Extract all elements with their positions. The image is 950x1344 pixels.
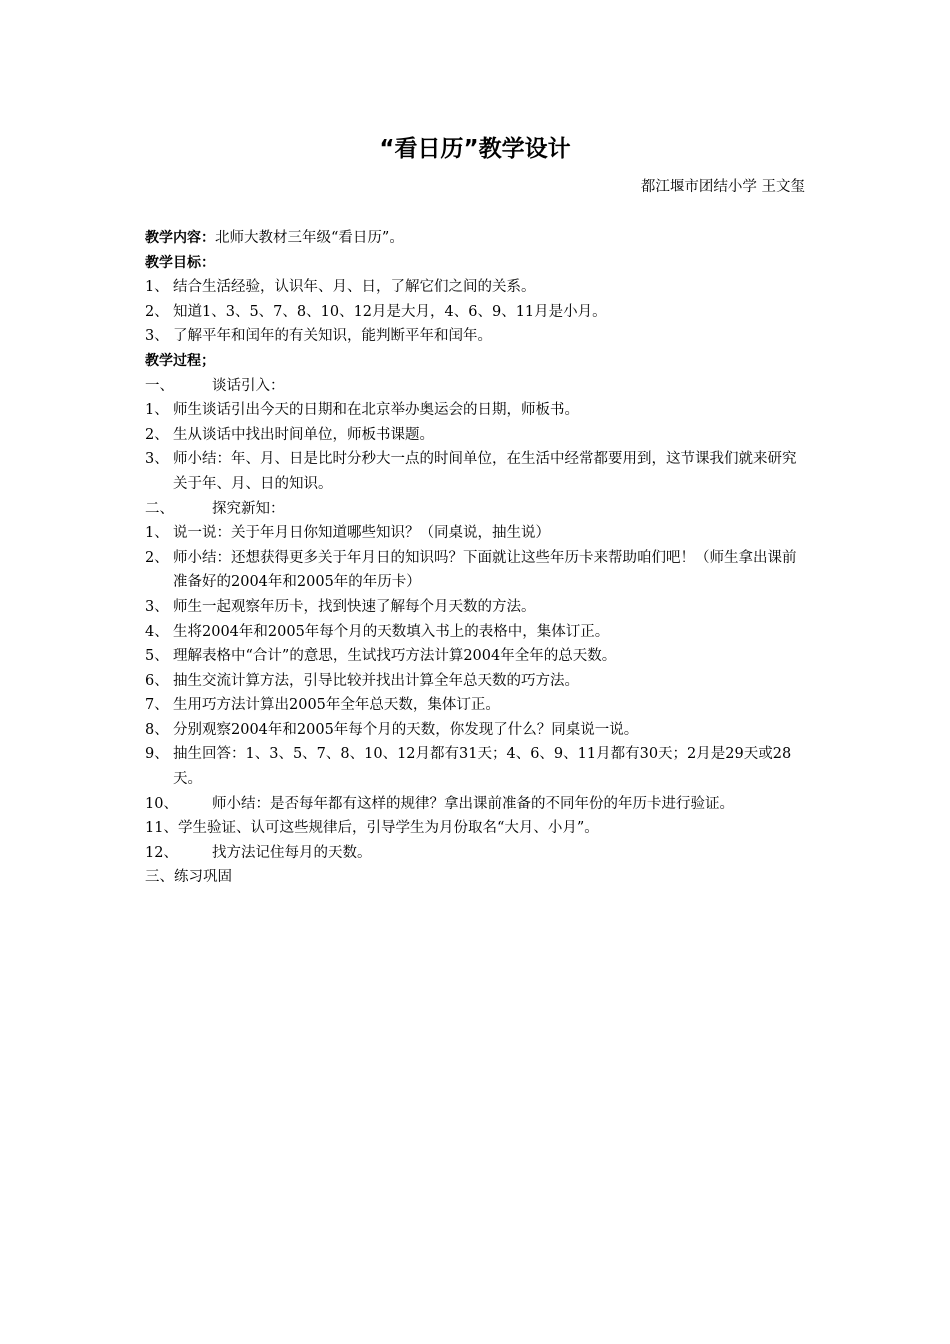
- item-text: 分别观察2004年和2005年每个月的天数，你发现了什么？同桌说一说。: [173, 721, 639, 738]
- process-item: [145, 546, 807, 595]
- item-number: 12、: [145, 844, 178, 861]
- item-text: 理解表格中“合计”的意思，生试找巧方法计算2004年全年的总天数。: [173, 648, 617, 665]
- goals-label-line: [145, 251, 807, 276]
- item-text: 生用巧方法计算出2005年全年总天数，集体订正。: [173, 697, 500, 714]
- item-number: 11、: [145, 820, 178, 837]
- goal-number: 2、: [145, 303, 169, 320]
- item-number: 1、: [145, 402, 169, 419]
- item-text: 找方法记住每月的天数。: [212, 844, 372, 861]
- goal-item: [145, 275, 807, 300]
- item-number: 3、: [145, 598, 169, 615]
- item-number: 7、: [145, 697, 169, 714]
- process-item: [145, 521, 807, 546]
- process-item: [145, 718, 807, 743]
- process-item: [145, 595, 807, 620]
- document-body: [145, 226, 807, 890]
- process-item: [145, 816, 807, 841]
- goal-number: 1、: [145, 279, 169, 296]
- item-text: 说一说：关于年月日你知道哪些知识？（同桌说，抽生说）: [173, 525, 550, 542]
- item-text: 师小结：年、月、日是比时分秒大一点的时间单位，在生活中经常都要用到，这节课我们就来研究关于年、月、日的知识。: [173, 451, 797, 492]
- document-title: “看日历”教学设计: [379, 136, 571, 162]
- goal-text: 了解平年和闰年的有关知识，能判断平年和闰年。: [173, 328, 492, 345]
- content-line: [145, 226, 807, 251]
- section-heading: [145, 374, 807, 399]
- goal-item: [145, 300, 807, 325]
- item-number: 10、: [145, 795, 178, 812]
- goal-text: 知道1、3、5、7、8、10、12月是大月，4、6、9、11月是小月。: [173, 303, 607, 320]
- item-text: 师小结：是否每年都有这样的规律？拿出课前准备的不同年份的年历卡进行验证。: [212, 795, 734, 812]
- section-title: 探究新知：: [212, 500, 285, 517]
- item-text: 师生谈话引出今天的日期和在北京举办奥运会的日期，师板书。: [173, 402, 579, 419]
- process-item: [145, 447, 807, 496]
- item-number: 2、: [145, 549, 169, 566]
- section-title: 谈话引入：: [212, 377, 285, 394]
- content-text: 北师大教材三年级“看日历”。: [215, 230, 404, 246]
- item-number: 9、: [145, 746, 169, 763]
- item-text: 抽生交流计算方法，引导比较并找出计算全年总天数的巧方法。: [173, 672, 579, 689]
- item-number: 2、: [145, 426, 169, 443]
- process-item: [145, 742, 807, 791]
- item-number: 6、: [145, 672, 169, 689]
- item-text: 生从谈话中找出时间单位，师板书课题。: [173, 426, 434, 443]
- process-item: [145, 841, 807, 866]
- process-label: 教学过程；: [145, 352, 215, 369]
- section-number: 一、: [145, 377, 174, 394]
- process-item: [145, 693, 807, 718]
- section-number: 二、: [145, 500, 174, 517]
- item-text: 师生一起观察年历卡，找到快速了解每个月天数的方法。: [173, 598, 536, 615]
- content-label: 教学内容：: [145, 230, 215, 246]
- item-number: 5、: [145, 648, 169, 665]
- item-text: 师小结：还想获得更多关于年月日的知识吗？下面就让这些年历卡来帮助咱们吧！（师生拿出课前准备好的2004年和2005年的年历卡）: [173, 549, 797, 591]
- process-item: [145, 423, 807, 448]
- goals-label: 教学目标：: [145, 254, 215, 271]
- item-text: 学生验证、认可这些规律后，引导学生为月份取名“大月、小月”。: [177, 820, 599, 837]
- goal-number: 3、: [145, 328, 169, 345]
- process-item: [145, 792, 807, 817]
- item-text: 抽生回答：1、3、5、7、8、10、12月都有31天；4、6、9、11月都有30天；2月是29天或28天。: [173, 746, 792, 788]
- item-number: 1、: [145, 525, 169, 542]
- item-text: 生将2004年和2005年每个月的天数填入书上的表格中，集体订正。: [173, 623, 610, 640]
- goal-text: 结合生活经验，认识年、月、日，了解它们之间的关系。: [173, 279, 536, 296]
- process-item: [145, 669, 807, 694]
- process-item: [145, 398, 807, 423]
- section-heading: [145, 497, 807, 522]
- process-item: [145, 644, 807, 669]
- item-number: 3、: [145, 451, 169, 468]
- process-item: [145, 620, 807, 645]
- author-line: 都江堰市团结小学 王文玺: [640, 179, 805, 195]
- goal-item: [145, 324, 807, 349]
- section-heading-practice: 三、练习巩固: [145, 869, 232, 886]
- item-number: 4、: [145, 623, 169, 640]
- process-label-line: [145, 349, 807, 374]
- item-number: 8、: [145, 721, 169, 738]
